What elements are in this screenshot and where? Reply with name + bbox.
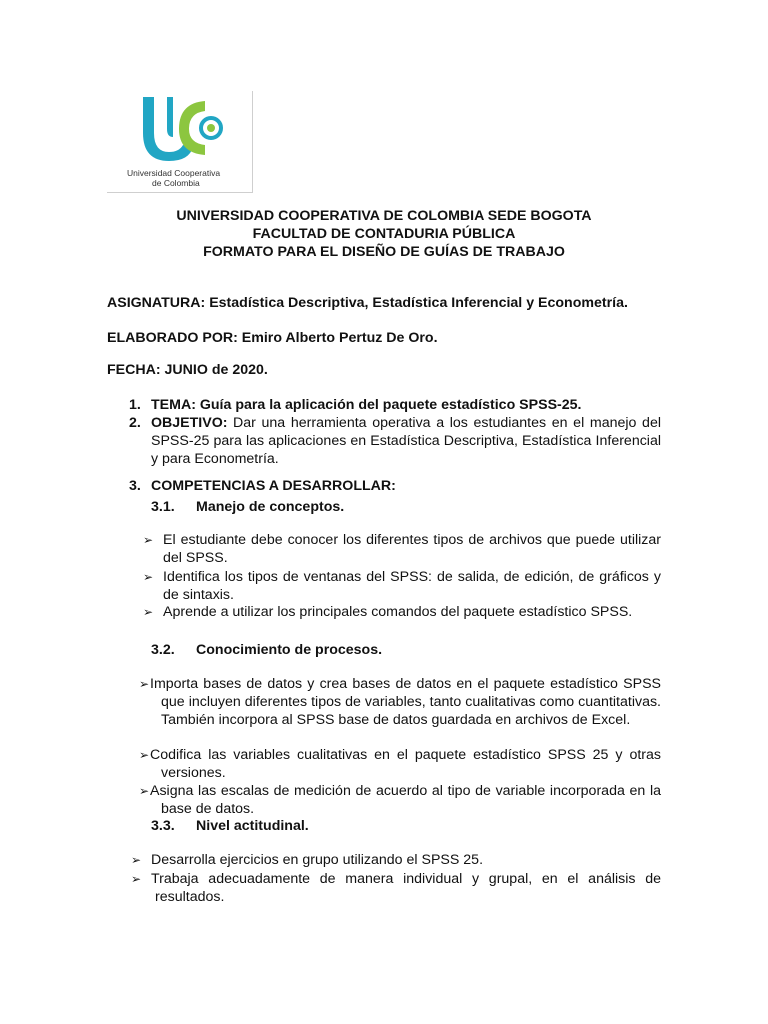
sub31-title: Manejo de conceptos. bbox=[196, 499, 345, 515]
sub31-item-2: Identifica los tipos de ventanas del SPSS: de salida, de edición, de gráficos y de sintaxis. bbox=[163, 569, 661, 603]
sub32-item-3: Asigna las escalas de medición de acuerdo al tipo de variable incorporada en la base de datos. bbox=[150, 783, 661, 817]
bullet-arrow-icon: ➢ bbox=[131, 853, 142, 867]
sub33-item-2: Trabaja adecuadamente de manera individual y grupal, en el análisis de resultados. bbox=[151, 871, 661, 905]
competencias-heading: COMPETENCIAS A DESARROLLAR: bbox=[151, 478, 396, 494]
sub32-number: 3.2. bbox=[151, 642, 175, 658]
logo-text-line1: Universidad Cooperativa bbox=[127, 168, 221, 178]
fecha: FECHA: JUNIO de 2020. bbox=[107, 362, 268, 378]
header-line-3: FORMATO PARA EL DISEÑO DE GUÍAS DE TRABAJO bbox=[203, 244, 565, 260]
bullet-arrow-icon: ➢ bbox=[139, 784, 150, 798]
sub31-item-3: Aprende a utilizar los principales comandos del paquete estadístico SPSS. bbox=[163, 604, 633, 620]
objetivo-label: OBJETIVO: bbox=[151, 415, 228, 431]
asignatura: ASIGNATURA: Estadística Descriptiva, Estadística Inferencial y Econometría. bbox=[107, 295, 628, 311]
university-logo bbox=[107, 91, 253, 193]
sub31-item-1: El estudiante debe conocer los diferentes tipos de archivos que puede utilizar del SPSS. bbox=[163, 532, 661, 566]
bullet-arrow-icon: ➢ bbox=[139, 677, 150, 691]
header-line-2: FACULTAD DE CONTADURIA PÚBLICA bbox=[252, 226, 516, 242]
elaborado-por: ELABORADO POR: Emiro Alberto Pertuz De Oro. bbox=[107, 330, 438, 346]
objetivo-number: 2. bbox=[129, 415, 141, 431]
bullet-arrow-icon: ➢ bbox=[131, 872, 142, 886]
logo-text-line2: de Colombia bbox=[152, 178, 200, 188]
bullet-arrow-icon: ➢ bbox=[139, 748, 150, 762]
sub33-number: 3.3. bbox=[151, 818, 175, 834]
sub32-item-2: Codifica las variables cualitativas en el paquete estadístico SPSS 25 y otras versiones. bbox=[150, 747, 661, 781]
bullet-arrow-icon: ➢ bbox=[143, 533, 154, 547]
objetivo-text: Dar una herramienta operativa a los estudiantes en el manejo del SPSS-25 para las aplicaciones en Estadística Descriptiva, Estadística Inferencial y para Econometría. bbox=[151, 415, 661, 467]
sub33-title: Nivel actitudinal. bbox=[196, 818, 309, 834]
bullet-arrow-icon: ➢ bbox=[143, 605, 154, 619]
bullet-arrow-icon: ➢ bbox=[143, 570, 154, 584]
header-line-1: UNIVERSIDAD COOPERATIVA DE COLOMBIA SEDE BOGOTA bbox=[176, 208, 592, 224]
logo-mark-icon bbox=[107, 91, 253, 193]
sub32-title: Conocimiento de procesos. bbox=[196, 642, 383, 658]
tema-number: 1. bbox=[129, 397, 141, 413]
sub31-number: 3.1. bbox=[151, 499, 175, 515]
tema: TEMA: Guía para la aplicación del paquete estadístico SPSS-25. bbox=[151, 397, 582, 413]
competencias-number: 3. bbox=[129, 478, 141, 494]
sub32-item-1: Importa bases de datos y crea bases de datos en el paquete estadístico SPSS que incluyen diferentes tipos de variables, tanto cualitativas como cuantitativas. También incorpora al SPSS base de datos guardada en archivos de Excel. bbox=[150, 676, 661, 728]
sub33-item-1: Desarrolla ejercicios en grupo utilizando el SPSS 25. bbox=[151, 852, 484, 868]
